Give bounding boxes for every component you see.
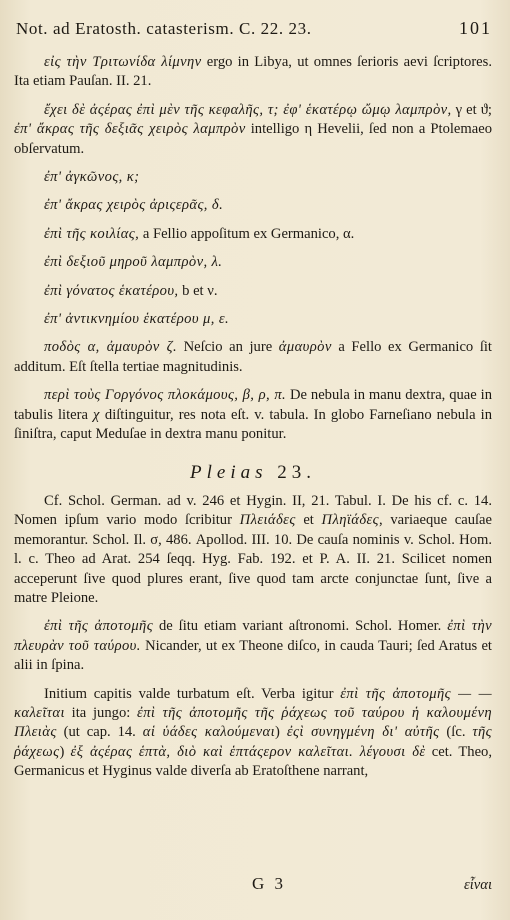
- greek-quotation: ἐπὶ τῆς ἀποτομῆς τῆς ῥάχεως τοῦ ταύρου ἡ καλουμένη Πλειὰς: [14, 704, 492, 741]
- greek-quotation: χ: [93, 406, 100, 423]
- page-body: [14, 53, 492, 782]
- paragraph-gap: [14, 377, 492, 386]
- greek-quotation: αἱ ὑάδες καλούμεναι: [142, 724, 276, 741]
- latin-text: Initium capitis valde turbatum eſt. Verba igitur: [44, 685, 341, 702]
- greek-quotation: ἐπ' ἄκρας τῆς δεξιᾶς χειρὸς λαμπρὸν: [14, 121, 246, 138]
- section-title: [14, 463, 492, 482]
- latin-text: Neſcio an jure: [177, 339, 279, 356]
- paragraph-gap: [14, 329, 492, 338]
- greek-quotation: ἐπ' ἄκρας χειρὸς ἀριςερᾶς, δ.: [44, 197, 224, 214]
- greek-quotation: ἐπ' ἀγκῶνος, κ;: [44, 169, 140, 186]
- running-header: [14, 18, 492, 39]
- greek-quotation: τῆς ῥάχεως: [14, 724, 493, 760]
- paragraph: [14, 492, 492, 608]
- latin-text: , variaeque cauſae memorantur. Schol. Il. σ, 486. Apollod. III. 10. De cauſa nominis v. Schol. Hom. l. c. Theo ad Arat. 254 ſeqq. Hyg. Fab. 192. et P. A. II. 21. Scilicet nomen acceperunt ſive quod plures erant, ſive quod tam arcte conjunctae ſunt, ſive a matre Pleione.: [14, 512, 492, 606]
- paragraph: [14, 53, 492, 92]
- paragraph: [14, 168, 492, 187]
- latin-text: b et ν.: [178, 282, 218, 299]
- paragraph-gap: [14, 187, 492, 196]
- greek-quotation: ἐπὶ τῆς κοιλίας,: [44, 225, 140, 242]
- greek-quotation: περὶ τοὺς Γοργόνος πλοκάμους, β, ρ, π.: [44, 387, 287, 404]
- notes-chapter-23: [14, 492, 492, 782]
- paragraph: [14, 386, 492, 444]
- latin-text: a Fello ex Germanico ſit additum. Eſt ſtella tertiae magnitudinis.: [14, 339, 492, 375]
- latin-text: Nicander, ut ex Theone diſco, in cauda Tauri; ſed Aratus et alii in ſpina.: [14, 637, 492, 674]
- section-title-number: 23.: [277, 461, 316, 483]
- greek-quotation: ἐπὶ τῆς ἀποτομῆς: [44, 618, 154, 635]
- paragraph: [14, 225, 492, 244]
- paragraph: [14, 196, 492, 215]
- latin-text: ergo in Libya, ut omnes ſerioris aevi ſcriptores. Ita etiam Pauſan. II. 21.: [14, 54, 492, 90]
- paragraph-gap: [14, 159, 492, 168]
- latin-text: diſtinguitur, res nota eſt. v. tabula. In globo Farneſiano nebula in ſiniſtra, caput Meduſae in dextra manu ponitur.: [14, 406, 492, 443]
- greek-quotation: ἐπὶ δεξιοῦ μηροῦ λαμπρὸν, λ.: [44, 254, 223, 271]
- latin-text: (ut cap. 14.: [56, 724, 143, 741]
- latin-text: a Fellio appoſitum ex Germanico, α.: [139, 225, 355, 242]
- greek-quotation: Πλειάδες: [239, 512, 296, 529]
- page-footer: [14, 874, 492, 894]
- section-title-name: Pleias: [190, 461, 268, 483]
- latin-text: (ſc.: [439, 724, 473, 741]
- greek-quotation: ποδὸς α, ἀμαυρὸν ζ.: [44, 339, 178, 356]
- catchword: εἶναι: [464, 877, 492, 893]
- greek-quotation: ἀμαυρὸν: [278, 339, 332, 356]
- latin-text: cet. Theo, Germanicus et Hyginus valde diverſa ab Eratoſthene narrant,: [14, 743, 492, 780]
- running-title: Not. ad Eratosth. catasterism. C. 22. 23.: [16, 19, 312, 38]
- paragraph-gap: [14, 92, 492, 101]
- signature-mark: G 3: [252, 874, 287, 893]
- greek-quotation: ἐπὶ γόνατος ἑκατέρου,: [44, 282, 179, 299]
- paragraph-gap: [14, 608, 492, 617]
- paragraph: [14, 253, 492, 272]
- greek-quotation: ἐξ ἀςέρας ἑπτὰ, διὸ καὶ ἑπτάςερον καλεῖται. λέγουσι δὲ: [70, 743, 426, 760]
- latin-text: ita jungo:: [64, 704, 138, 721]
- paragraph: [14, 338, 492, 377]
- greek-quotation: ἐπ' ἀντικνημίου ἑκατέρου μ, ε.: [44, 311, 230, 328]
- paragraph-gap: [14, 216, 492, 225]
- latin-text: γ et ϑ;: [451, 101, 492, 118]
- latin-text: ): [59, 743, 71, 760]
- greek-quotation: Πληϊάδες: [321, 512, 380, 529]
- latin-text: de ſitu etiam variant aſtronomi. Schol. Homer.: [153, 618, 448, 635]
- latin-text: intelligo η Hevelii, ſed non a Ptolemaeo obſervatum.: [14, 121, 493, 157]
- paragraph-gap: [14, 301, 492, 310]
- paragraph-gap: [14, 676, 492, 685]
- greek-quotation: εἰς τὴν Τριτωνίδα λίμνην: [44, 54, 202, 70]
- latin-text: De nebula in manu dextra, quae in tabulis litera: [14, 387, 492, 423]
- greek-quotation: ἐπὶ τὴν πλευρὰν τοῦ ταύρου.: [14, 618, 492, 654]
- latin-text: Cf. Schol. German. ad v. 246 et Hygin. II, 21. Tabul. I. De his cf. c. 14. Nomen ipſum vario modo ſcribitur: [14, 492, 492, 529]
- latin-text: et: [295, 512, 322, 529]
- notes-chapter-22: [14, 53, 492, 445]
- paragraph: [14, 685, 492, 782]
- paragraph-gap: [14, 244, 492, 253]
- paragraph: [14, 282, 492, 301]
- paragraph: [14, 310, 492, 329]
- greek-quotation: ἔχει δὲ ἀςέρας ἐπὶ μὲν τῆς κεφαλῆς, τ; ἐφ' ἑκατέρῳ ὤμῳ λαμπρὸν,: [44, 101, 452, 118]
- latin-text: ): [275, 724, 287, 741]
- page-number: 101: [459, 18, 492, 38]
- paragraph-gap: [14, 273, 492, 282]
- greek-quotation: ἐπὶ τῆς ἀποτομῆς — — καλεῖται: [14, 685, 493, 721]
- greek-quotation: ἐςὶ συνηγμένη δι' αὐτῆς: [286, 724, 440, 741]
- paragraph: [14, 101, 492, 159]
- paragraph: [14, 617, 492, 675]
